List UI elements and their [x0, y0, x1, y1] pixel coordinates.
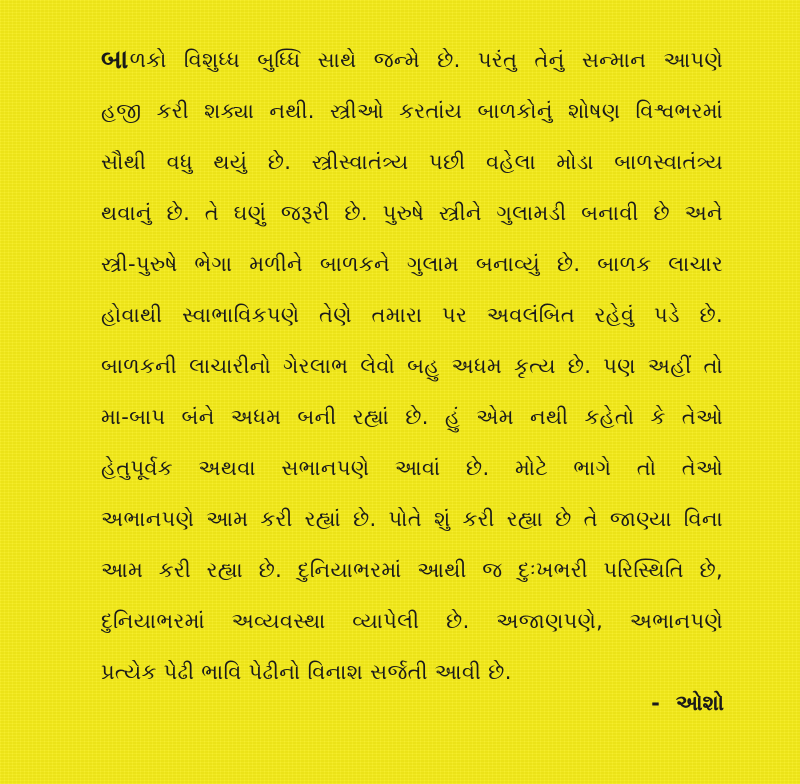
quote-line-9-text: હેતુપૂર્વક અથવા સભાનપણે આવાં છે. મોટે ભાગે તો તેઓ [101, 455, 723, 480]
quote-line-13-text: પ્રત્યેક પેઢી ભાવિ પેઢીનો વિનાશ સર્જતી આવી છે. [101, 659, 512, 684]
quote-line-7 [101, 340, 723, 392]
author-name: ઓશો [675, 690, 724, 715]
quote-line-10 [101, 493, 723, 545]
quote-line-8-text: મા-બાપ બંને અધમ બની રહ્યાં છે. હું એમ નથી કહેતો કે તેઓ [101, 404, 723, 429]
quote-line-4 [101, 187, 723, 239]
quote-line-7-text: બાળકની લાચારીનો ગેરલાભ લેવો બહુ અધમ કૃત્ય છે. પણ અહીં તો [101, 353, 723, 378]
quote-line-13 [101, 646, 723, 698]
quote-line-3-text: સૌથી વધુ થયું છે. સ્ત્રીસ્વાતંત્ર્ય પછી વહેલા મોડા બાળસ્વાતંત્ર્ય [101, 149, 723, 174]
quote-line-11-text: આમ કરી રહ્યા છે. દુનિયાભરમાં આથી જ દુઃખભરી પરિસ્થિતિ છે, [101, 557, 723, 582]
quote-line-11 [101, 544, 723, 596]
quote-line-5 [101, 238, 723, 290]
quote-line-6 [101, 289, 723, 341]
quote-line-3 [101, 136, 723, 188]
quote-line-8 [101, 391, 723, 443]
quote-line-10-text: અભાનપણે આમ કરી રહ્યાં છે. પોતે શું કરી રહ્યા છે તે જાણ્યા વિના [101, 506, 723, 531]
quote-line-6-text: હોવાથી સ્વાભાવિકપણે તેણે તમારા પર અવલંબિત રહેવું પડે છે. [101, 302, 723, 327]
quote-block [101, 34, 723, 714]
quote-line-1-text: ળકો વિશુધ્ધ બુધ્ધિ સાથે જન્મે છે. પરંતુ તેનું સન્માન આપણે [129, 47, 723, 72]
quote-line-9 [101, 442, 723, 494]
attribution [651, 686, 724, 720]
quote-line-2-text: હજી કરી શક્યા નથી. સ્ત્રીઓ કરતાંય બાળકોનું શોષણ વિશ્વભરમાં [101, 98, 723, 123]
quote-line-12 [101, 595, 723, 647]
quote-line-5-text: સ્ત્રી-પુરુષે ભેગા મળીને બાળકને ગુલામ બનાવ્યું છે. બાળક લાચાર [101, 251, 723, 276]
quote-line-2 [101, 85, 723, 137]
drop-cap: બા [101, 45, 129, 75]
attribution-dash: - [651, 691, 660, 715]
quote-line-4-text: થવાનું છે. તે ઘણું જરૂરી છે. પુરુષે સ્ત્રીને ગુલામડી બનાવી છે અને [101, 200, 723, 225]
quote-line-12-text: દુનિયાભરમાં અવ્યવસ્થા વ્યાપેલી છે. અજાણપણે, અભાનપણે [101, 608, 723, 633]
quote-line-1 [101, 34, 723, 86]
